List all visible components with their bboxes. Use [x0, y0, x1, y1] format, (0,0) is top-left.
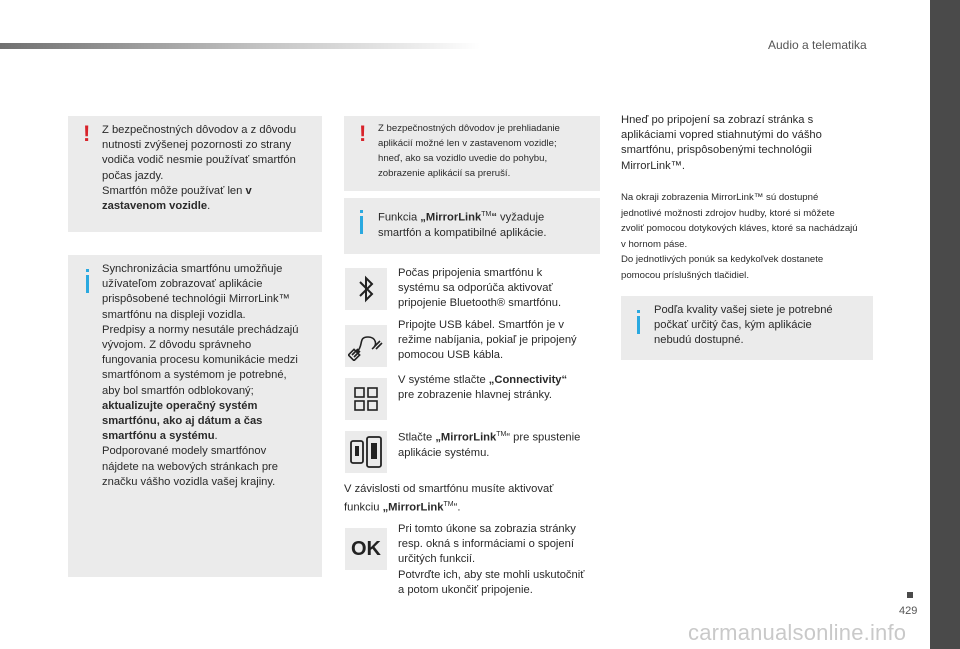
step-text-mirrorlink: Stlačte „MirrorLink™“ pre spustenie aplikácie systému. — [398, 431, 581, 459]
ok-button-box — [345, 528, 387, 570]
activate-mirrorlink-text: V závislosti od smartfónu musíte aktivovať funkciu „MirrorLink™“. — [344, 483, 554, 514]
step-text-connectivity: V systéme stlačte „Connectivity“ pre zobrazenie hlavnej stránky. — [398, 374, 568, 402]
right-small-text: Na okraji zobrazenia MirrorLink™ sú dostupné jednotlivé možnosti zdrojov hudby, ktoré si môžete zvoliť pomocou dotykových kláves, ktoré sa nachádzajú v hornom páse. Do jednotlivých ponúk sa kedykoľvek dostanete pomocou príslušných tlačidiel. — [621, 192, 858, 281]
warning-icon: ! — [359, 121, 367, 146]
connectivity-grid-icon — [353, 386, 379, 412]
ok-label: OK — [351, 537, 381, 560]
step-text-bluetooth: Počas pripojenia smartfónu k systému sa odporúča aktivovať pripojenie Bluetooth® smartfónu. — [398, 267, 562, 310]
info-icon — [86, 275, 89, 293]
step-text-usb: Pripojte USB kábel. Smartfón je v režime nabíjania, pokiaľ je pripojený pomocou USB kábla. — [398, 319, 577, 362]
warning-text-browsing: Z bezpečnostných dôvodov je prehliadanie aplikácií možné len v zastavenom vozidle; hneď, ako sa vozidlo uvedie do pohybu, zobrazenie aplikácií sa preruší. — [378, 123, 560, 179]
connectivity-icon-box — [345, 378, 387, 420]
info-text-mirrorlink-required: Funkcia „MirrorLink™“ vyžaduje smartfón a kompatibilné aplikácie. — [378, 211, 547, 239]
mirrorlink-phone-icon — [348, 435, 384, 469]
header-gradient-bar — [0, 43, 480, 49]
page-marker — [907, 592, 913, 598]
step-text-ok: Pri tomto úkone sa zobrazia stránky resp. okná s informáciami o spojení určitých funkcií. Potvrďte ich, aby ste mohli uskutočniť a potom ukončiť pripojenie. — [398, 523, 585, 596]
info-icon — [637, 316, 640, 334]
usb-cable-icon — [348, 331, 384, 361]
page-number: 429 — [899, 605, 918, 617]
mirrorlink-icon-box — [345, 431, 387, 473]
info-text-synchronization: Synchronizácia smartfónu umožňuje užívateľom zobrazovať aplikácie prispôsobené technológii MirrorLink™ smartfónu na displeji vozidla. Predpisy a normy nesutále prechádzajú vývojom. Z dôvodu správneho fungovania procesu komunikácie medzi smartfónom a systémom je potrebné, aby bol smartfón odblokovaný; aktualizujte operačný systém smartfónu, ako aj dátum a čas smartfónu a systému. Podporované modely smartfónov nájdete na webových stránkach pre značku vášho vozidla vašej krajiny. — [102, 263, 299, 488]
page-header-title: Audio a telematika — [768, 38, 867, 52]
warning-text-driving: Z bezpečnostných dôvodov a z dôvodu nutnosti zvýšenej pozornosti zo strany vodiča vodič nesmie používať smartfón počas jazdy. Smartfón môže používať len v zastavenom vozidle. — [102, 124, 297, 213]
info-text-network-quality: Podľa kvality vašej siete je potrebné počkať určitý čas, kým aplikácie nebudú dostupné. — [654, 304, 833, 347]
info-icon — [360, 216, 363, 234]
warning-icon: ! — [83, 121, 91, 146]
usb-cable-icon-box — [345, 325, 387, 367]
side-chapter-tab — [930, 0, 960, 649]
right-intro-text: Hneď po pripojení sa zobrazí stránka s aplikáciami vopred stiahnutými do vášho smartfónu, prispôsobenými technológii MirrorLink™. — [621, 114, 822, 172]
bluetooth-icon — [354, 274, 378, 304]
bluetooth-icon-box — [345, 268, 387, 310]
site-watermark: carmanualsonline.info — [688, 620, 907, 645]
